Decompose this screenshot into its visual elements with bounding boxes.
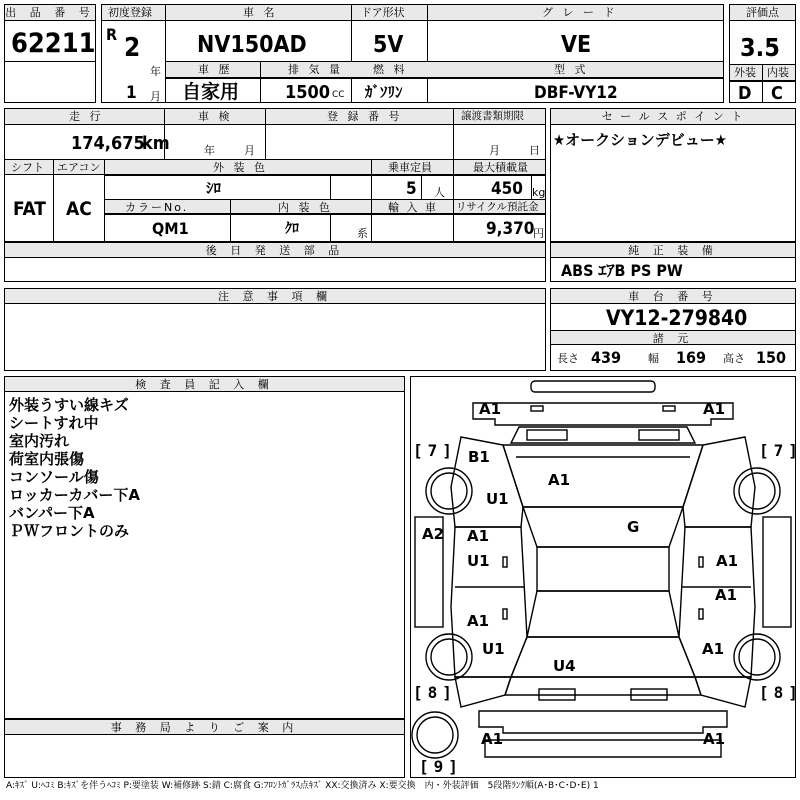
chassis-label: 車 台 番 号 (551, 289, 795, 304)
mark-rear-left: A1 (481, 730, 504, 748)
mark-u1-fender: U1 (486, 490, 509, 508)
load-value: 450 (491, 179, 523, 199)
recycle-value: 9,370 (486, 219, 535, 239)
door-label: ドア形状 (361, 6, 405, 19)
equipment-label: 純 正 装 備 (551, 243, 795, 258)
caution-label: 注 意 事 項 欄 (5, 289, 545, 304)
ac-value: AC (66, 198, 92, 220)
score-ext-label: 外装 (734, 66, 756, 79)
displacement-label: 排 気 量 (288, 63, 343, 76)
spec-width-label: 幅 (648, 352, 659, 365)
shift-label: シフト (11, 161, 44, 174)
later-parts-label: 後 日 発 送 部 品 (5, 243, 545, 258)
score-label: 評価点 (730, 5, 795, 21)
recycle-label: リサイクル預託金 (456, 201, 539, 213)
ac-label: エアコン (57, 161, 101, 174)
office-box (4, 719, 405, 778)
wheel-label-rl: [ 8 ] (413, 683, 452, 702)
mark-a2: A2 (422, 525, 445, 543)
spec-length-label: 長さ (557, 352, 579, 365)
colorno-label: カラーNo. (125, 201, 189, 214)
type-value: DBF-VY12 (534, 83, 618, 103)
mark-rocker-a1: A1 (467, 612, 490, 630)
displacement-value: 1500 (285, 82, 331, 103)
recycle-unit: 円 (533, 227, 544, 240)
sales-label: セ ー ル ス ポ イ ン ト (551, 109, 795, 125)
note-line: コンソール傷 (9, 468, 99, 486)
grade-label: グ レ ー ド (542, 6, 618, 19)
mark-hood: A1 (548, 471, 571, 489)
mileage-label: 走 行 (69, 110, 104, 123)
lot-number: 62211 (11, 28, 96, 59)
grade-value: VE (561, 32, 592, 58)
inspection-label: 車 検 (198, 110, 233, 123)
note-line: バンパー下A (9, 504, 95, 522)
mark-right-a1-3: A1 (702, 640, 725, 658)
transfer-label: 譲渡書類期限 (461, 110, 524, 122)
mark-glass-g: G (627, 518, 640, 536)
wheel-label-rr: [ 8 ] (759, 683, 798, 702)
mark-rear-u1: U1 (482, 640, 505, 658)
mark-door-u1: U1 (467, 552, 490, 570)
score-box (729, 4, 796, 103)
wheel-label-fr: [ 7 ] (759, 441, 798, 460)
interior-label: 内 装 色 (278, 201, 333, 214)
legend-text: A:ｷｽﾞ U:ﾍｺﾐ B:ｷｽﾞを伴うﾍｺﾐ P:要塗装 W:補修跡 S:錆 C:腐食 G:ﾌﾛﾝﾄｶﾞﾗｽ点ｷｽﾞ XX:交換済み X:要交換 内・外装評価 5段階ﾗﾝｸ順(A･B･C･D･E) 1 (6, 781, 599, 791)
later-parts-box (4, 242, 546, 282)
note-line: シートすれ中 (9, 414, 99, 432)
door-value: 5V (373, 32, 404, 58)
inspector-box (4, 376, 405, 719)
inspection-year-unit: 年 (204, 144, 215, 157)
mark-right-a1-1: A1 (716, 552, 739, 570)
spec-length: 439 (591, 348, 622, 367)
chassis-value: VY12-279840 (606, 306, 748, 330)
chassis-box (550, 288, 796, 371)
mark-b1: B1 (468, 448, 490, 466)
note-line: ＰＷフロントのみ (9, 522, 130, 540)
model-name: NV150AD (197, 32, 307, 58)
detail-box (4, 108, 546, 242)
reg-month-unit: 月 (150, 90, 161, 103)
reg-month: 1 (126, 83, 137, 103)
score-int-label: 内装 (767, 66, 789, 79)
note-line: 室内汚れ (9, 432, 70, 450)
damage-diagram (410, 376, 796, 778)
wheel-label-spare: [ 9 ] (419, 757, 458, 776)
note-line: 外装うすい線キズ (9, 396, 129, 414)
score-ext: D (738, 83, 752, 104)
capacity-unit: 人 (434, 186, 445, 199)
sales-text: ★オークションデビュー★ (553, 131, 727, 149)
inspector-notes (9, 396, 140, 540)
inspector-label: 検 査 員 記 入 欄 (5, 377, 404, 392)
model-label: 車 名 (243, 6, 278, 19)
score-value: 3.5 (740, 33, 780, 62)
wheel-label-fl: [ 7 ] (413, 441, 452, 460)
inspection-month-unit: 月 (244, 144, 255, 157)
displacement-unit: CC (332, 90, 345, 100)
mark-front-left: A1 (479, 400, 502, 418)
mark-roof-u4: U4 (553, 657, 576, 675)
transfer-day-unit: 日 (529, 144, 540, 157)
specs-label: 諸 元 (551, 331, 795, 345)
mark-door-a1: A1 (467, 527, 490, 545)
fuel-value: ｶﾞｿﾘﾝ (365, 83, 403, 101)
load-unit: kg (532, 186, 546, 199)
reg-era: R (106, 25, 118, 44)
history-value: 自家用 (182, 81, 240, 103)
exterior-value: ｼﾛ (206, 179, 222, 197)
history-label: 車 歴 (198, 63, 233, 76)
import-label: 輸 入 車 (388, 201, 438, 214)
lot-label: 出 品 番 号 (5, 6, 95, 19)
type-label: 型 式 (554, 63, 589, 76)
capacity-label: 乗車定員 (388, 161, 432, 174)
office-label: 事 務 局 よ り ご 案 内 (5, 720, 404, 735)
capacity-value: 5 (406, 179, 417, 199)
load-label: 最大積載量 (473, 161, 528, 174)
mark-right-a1-2: A1 (715, 586, 738, 604)
equipment-value: ABS ｴｱB PS PW (561, 261, 683, 280)
interior-unit: 系 (357, 227, 368, 240)
mark-front-right: A1 (703, 400, 726, 418)
mileage-value: 174,675 (71, 133, 145, 154)
lot-box (4, 4, 96, 103)
mileage-unit: km (142, 133, 170, 154)
transfer-month-unit: 月 (489, 144, 500, 157)
spec-height-label: 高さ (723, 352, 745, 365)
mark-rear-right: A1 (703, 730, 726, 748)
interior-value: ｸﾛ (285, 221, 299, 237)
car-outline-diagram (411, 377, 795, 777)
colorno-value: QM1 (152, 219, 189, 238)
spec-width: 169 (676, 348, 707, 367)
equipment-box (550, 242, 796, 282)
spec-height: 150 (756, 348, 787, 367)
score-int: C (771, 83, 783, 104)
reg-year-unit: 年 (150, 65, 161, 78)
header-main (101, 4, 724, 103)
note-line: ロッカーカバー下A (9, 486, 141, 504)
regno-label: 登 録 番 号 (327, 110, 403, 123)
shift-value: FAT (13, 198, 46, 220)
fuel-label: 燃 料 (373, 63, 408, 76)
reg-label: 初度登録 (108, 6, 152, 19)
reg-year: 2 (124, 33, 141, 63)
caution-box (4, 288, 546, 371)
sales-box (550, 108, 796, 242)
note-line: 荷室内張傷 (9, 450, 85, 468)
exterior-label: 外 装 色 (213, 161, 268, 174)
